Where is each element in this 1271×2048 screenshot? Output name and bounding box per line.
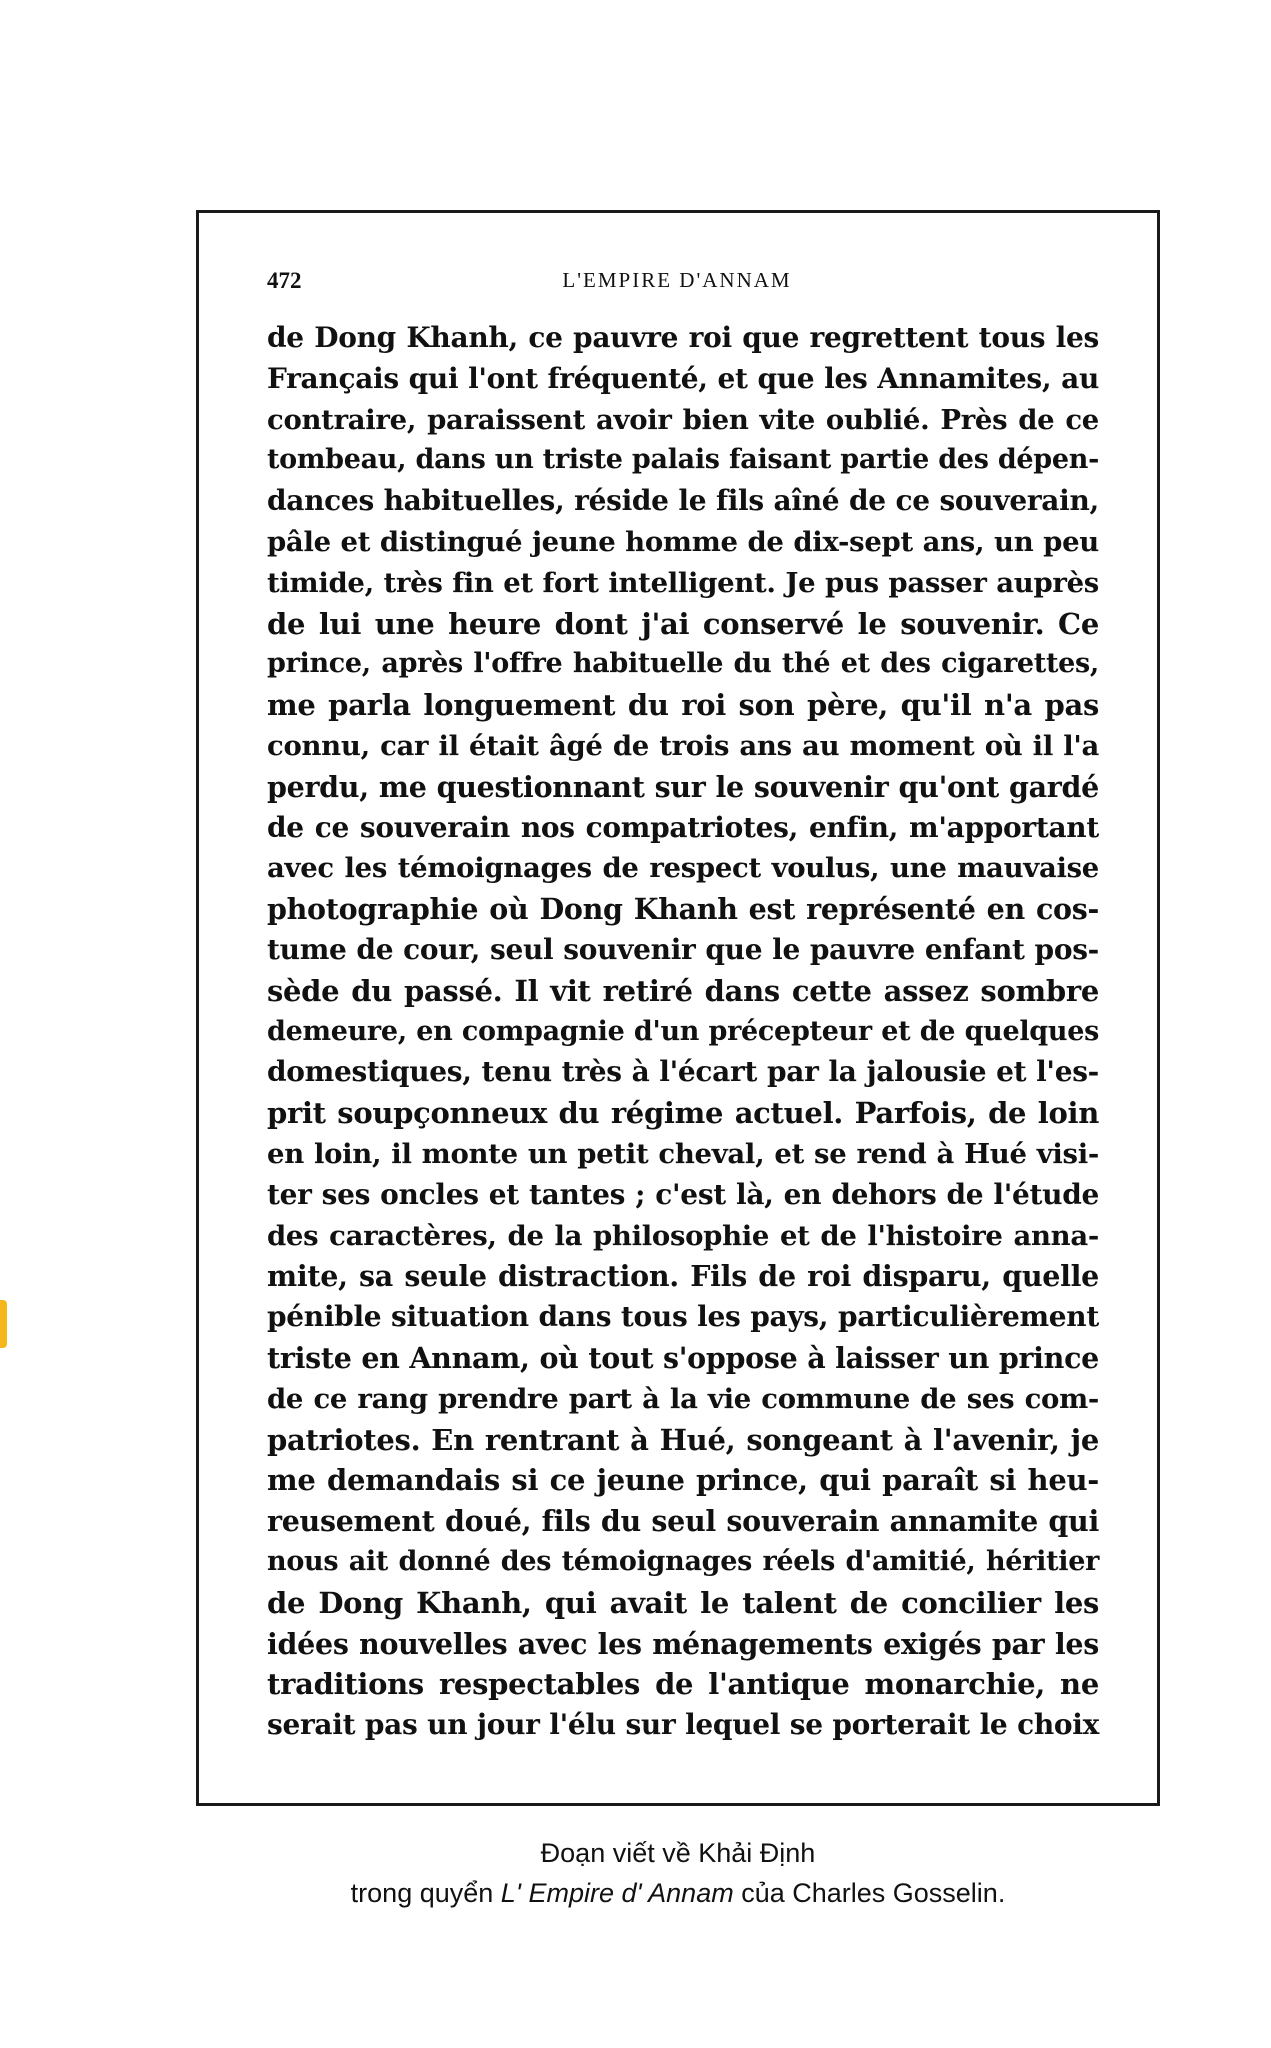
text-line: dances habituelles, réside le fils aîné de ce souverain, xyxy=(267,484,1099,518)
text-line: traditions respectables de l'antique monarchie, ne xyxy=(267,1667,1099,1702)
text-line: ter ses oncles et tantes ; c'est là, en dehors de l'étude xyxy=(267,1177,1099,1211)
text-line: tume de cour, seul souvenir que le pauvre enfant pos- xyxy=(267,932,1099,966)
text-line: photographie où Dong Khanh est représenté en cos- xyxy=(267,892,1099,927)
text-line: Français qui l'ont fréquenté, et que les Annamites, au xyxy=(267,361,1099,395)
page-number: 472 xyxy=(267,268,302,293)
text-line: de Dong Khanh, qui avait le talent de concilier les xyxy=(267,1585,1099,1620)
text-line: timide, très fin et fort intelligent. Je pus passer auprès xyxy=(267,566,1099,599)
caption-book-title: L' Empire d' Annam xyxy=(500,1878,734,1908)
body-text xyxy=(267,318,1099,1746)
text-line: reusement doué, fils du seul souverain annamite qui xyxy=(267,1504,1099,1539)
text-line: serait pas un jour l'élu sur lequel se porterait le choix xyxy=(267,1708,1099,1742)
text-line: patriotes. En rentrant à Hué, songeant à l'avenir, je xyxy=(267,1422,1099,1457)
text-line: pâle et distingué jeune homme de dix-sept ans, un peu xyxy=(267,525,1099,558)
caption-suffix: của Charles Gosselin. xyxy=(733,1878,1006,1908)
text-line: de ce rang prendre part à la vie commune de ses com- xyxy=(267,1382,1099,1415)
text-line: pénible situation dans tous les pays, particulièrement xyxy=(267,1300,1099,1334)
text-line: connu, car il était âgé de trois ans au moment où il l'a xyxy=(267,729,1099,762)
caption-line-1: Đoạn viết về Khải Định xyxy=(540,1838,816,1868)
page-edge-tab xyxy=(0,1300,7,1348)
text-line: prince, après l'offre habituelle du thé et des cigarettes, xyxy=(267,648,1099,680)
text-line: en loin, il monte un petit cheval, et se rend à Hué visi- xyxy=(267,1137,1099,1170)
caption-line-2 xyxy=(196,1878,1160,1909)
text-line: me demandais si ce jeune prince, qui paraît si heu- xyxy=(267,1463,1099,1498)
text-line: domestiques, tenu très à l'écart par la jalousie et l'es- xyxy=(267,1055,1099,1089)
text-line: nous ait donné des témoignages réels d'amitié, héritier xyxy=(267,1545,1099,1577)
text-line: perdu, me questionnant sur le souvenir qu'ont gardé xyxy=(267,769,1099,804)
text-line: triste en Annam, où tout s'oppose à laisser un prince xyxy=(267,1340,1099,1375)
caption-prefix: trong quyển xyxy=(350,1878,501,1908)
text-line: des caractères, de la philosophie et de l'histoire anna- xyxy=(267,1219,1099,1252)
text-line: prit soupçonneux du régime actuel. Parfois, de loin xyxy=(267,1096,1099,1131)
text-line: de Dong Khanh, ce pauvre roi que regrettent tous les xyxy=(267,321,1099,354)
text-line: tombeau, dans un triste palais faisant partie des dépen- xyxy=(267,444,1099,476)
text-line: contraire, paraissent avoir bien vite oublié. Près de ce xyxy=(267,403,1099,436)
running-header xyxy=(267,268,1087,300)
text-line: me parla longuement du roi son père, qu'il n'a pas xyxy=(267,688,1099,723)
text-line: demeure, en compagnie d'un précepteur et de quelques xyxy=(267,1015,1099,1047)
text-line: avec les témoignages de respect voulus, une mauvaise xyxy=(267,852,1099,885)
text-line: de ce souverain nos compatriotes, enfin, m'apportant xyxy=(267,810,1099,844)
text-line: idées nouvelles avec les ménagements exigés par les xyxy=(267,1626,1099,1661)
text-line: sède du passé. Il vit retiré dans cette assez sombre xyxy=(267,973,1099,1008)
text-line: de lui une heure dont j'ai conservé le souvenir. Ce xyxy=(267,606,1099,641)
text-line: mite, sa seule distraction. Fils de roi disparu, quelle xyxy=(267,1259,1099,1294)
running-title: L'EMPIRE D'ANNAM xyxy=(562,268,792,292)
